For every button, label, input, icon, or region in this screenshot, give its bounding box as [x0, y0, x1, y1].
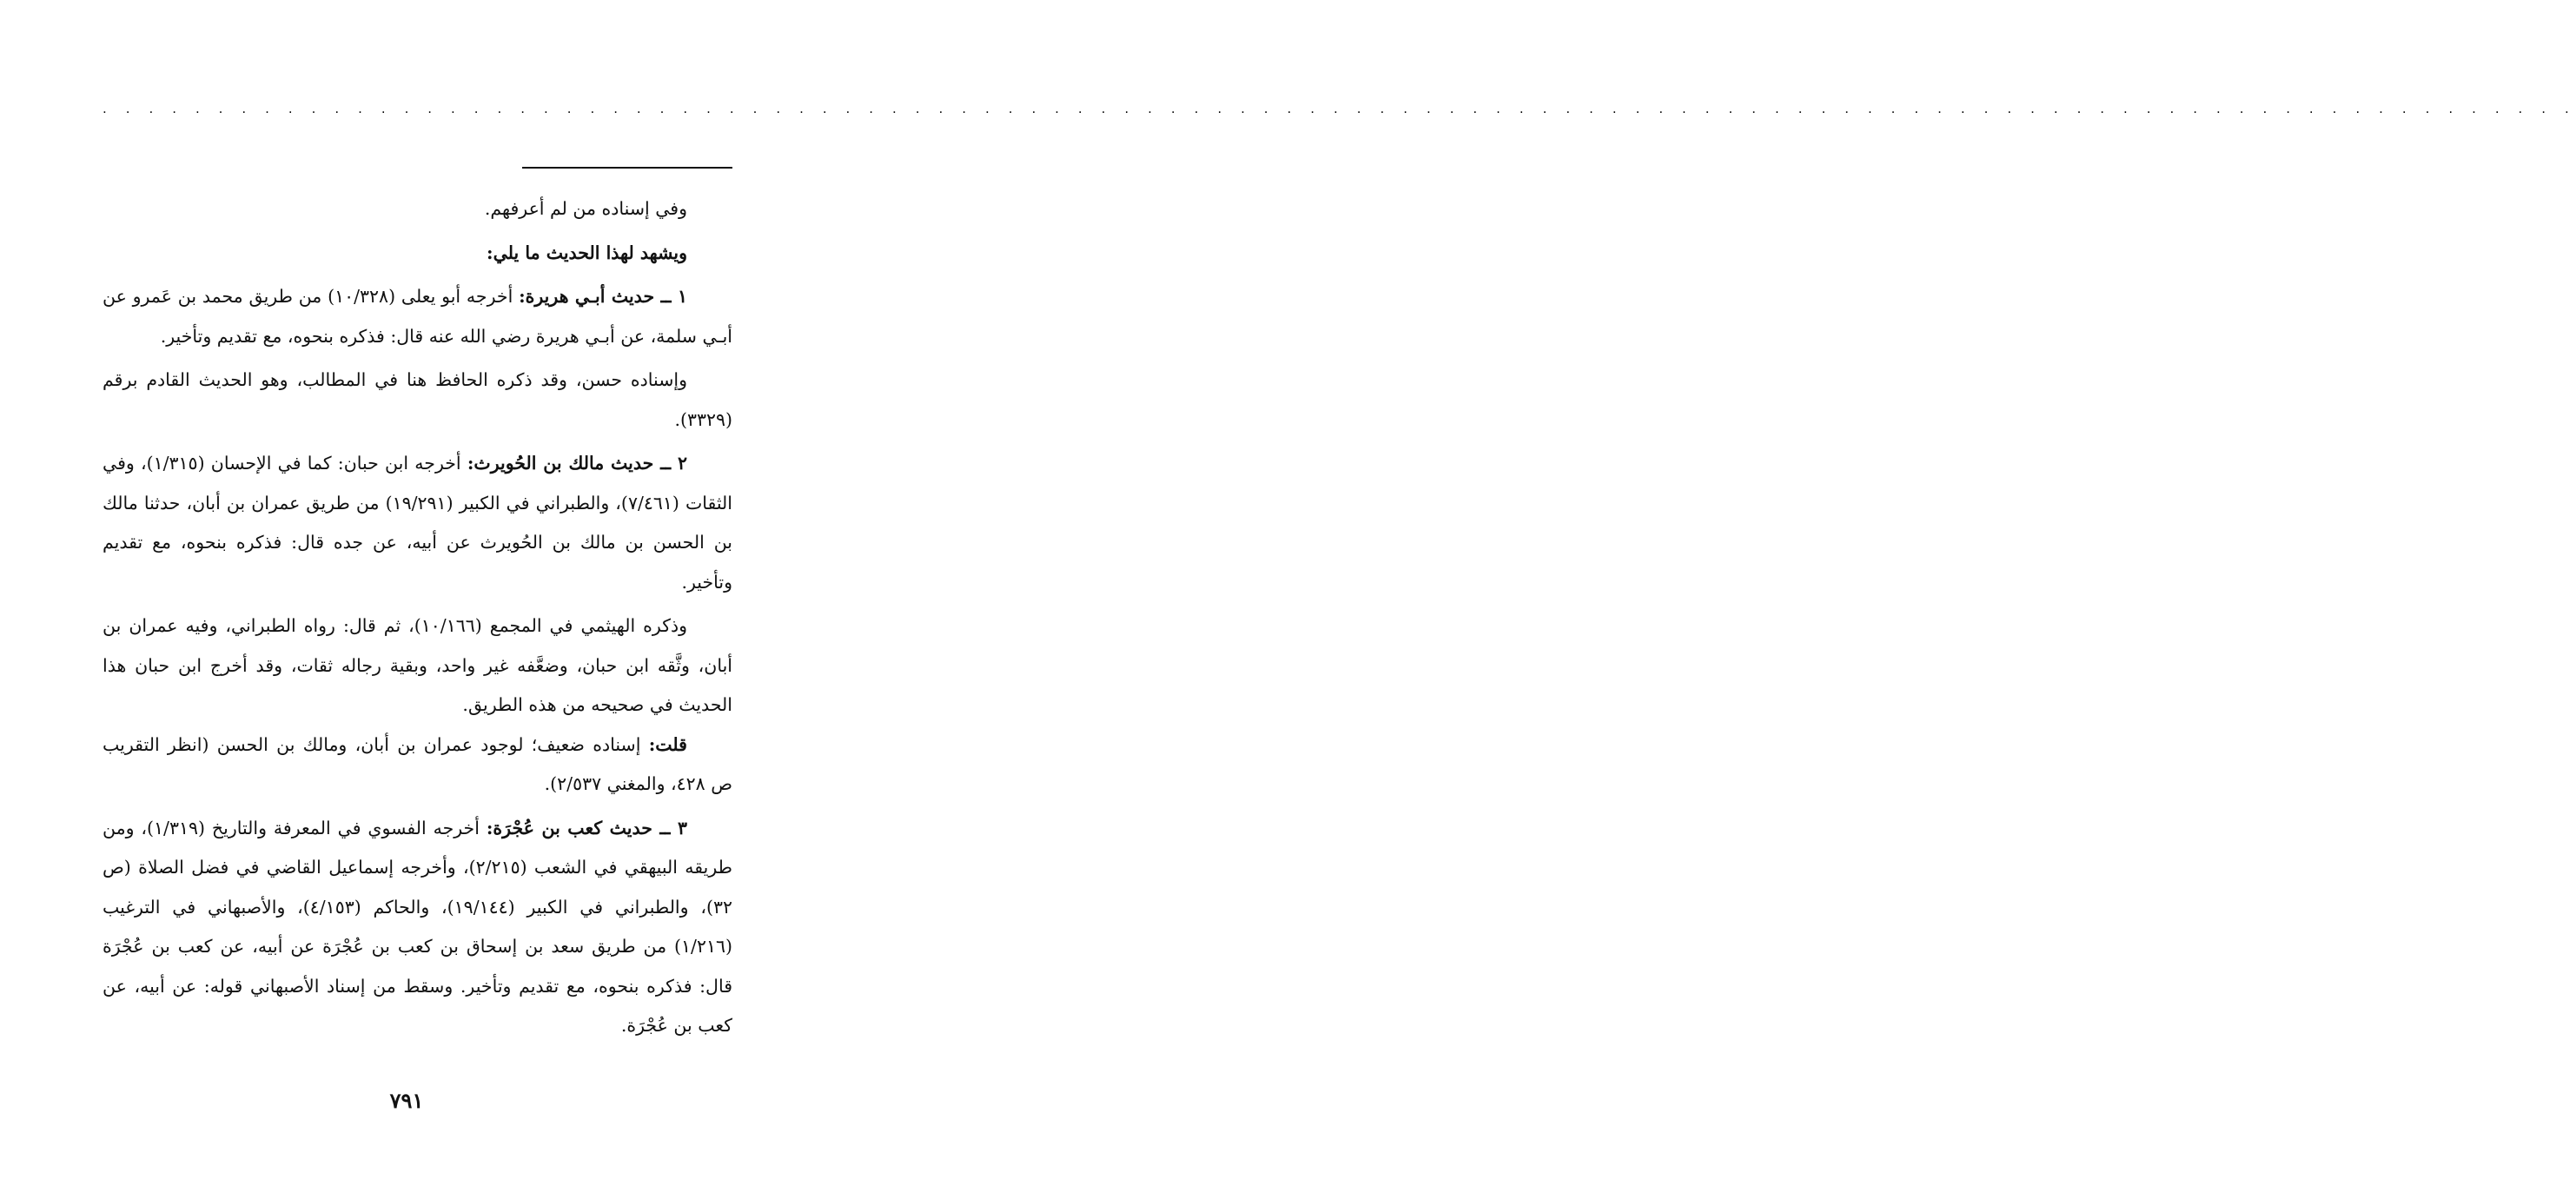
- paragraph-7-lead: قلت:: [648, 733, 687, 755]
- paragraph-8: [103, 809, 732, 1046]
- paragraph-6: [103, 606, 732, 726]
- paragraph-3: [103, 277, 732, 356]
- paragraph-5: [103, 444, 732, 602]
- dotted-separator: . . . . . . . . . . . . . . . . . . . . . . . . . . . . . . . . . . . . . . . . . . . . . . . . . . . . . . . . . . . . . . . . . . . . . . . . . . . . . . . . . . . . . . . . . . . . . . . . . . . . . . . . . . .: [103, 101, 2576, 116]
- paragraph-8-text: أخرجه الفسوي في المعرفة والتاريخ (١/٣١٩)، ومن طريقه البيهقي في الشعب (٢/٢١٥)، وأخرجه إسماعيل القاضي في فضل الصلاة (ص ٣٢)، والطبراني في الكبير (١٩/١٤٤)، والحاكم (٤/١٥٣)، والأصبهاني في الترغيب (١/٢١٦) من طريق سعد بن إسحاق بن كعب بن عُجْرَة عن أبيه، عن كعب بن عُجْرَة قال: فذكره بنحوه، مع تقديم وتأخير. وسقط من إسناد الأصبهاني قوله: عن أبيه، عن كعب بن عُجْرَة.: [103, 817, 732, 1036]
- paragraph-7-text: إسناده ضعيف؛ لوجود عمران بن أبان، ومالك بن الحسن (انظر التقريب ص ٤٢٨، والمغني ٢/٥٣٧).: [103, 733, 732, 794]
- paragraph-2-text: ويشهد لهذا الحديث ما يلي:: [487, 242, 687, 263]
- paragraph-7: [103, 726, 732, 805]
- paragraph-4: [103, 361, 732, 440]
- paragraph-2: [103, 234, 732, 274]
- paragraph-5-lead: ٢ ــ حديث مالك بن الحُويرث:: [467, 453, 687, 474]
- paragraph-5-text: أخرجه ابن حبان: كما في الإحسان (١/٣١٥)، وفي الثقات (٧/٤٦١)، والطبراني في الكبير (١٩/٢٩١) من طريق عمران بن أبان، حدثنا مالك بن الحسن بن مالك بن الحُويرث عن أبيه، عن جده قال: فذكره بنحوه، مع تقديم وتأخير.: [103, 453, 732, 593]
- paragraph-1: [103, 189, 732, 229]
- paragraph-4-text: وإسناده حسن، وقد ذكره الحافظ هنا في المطالب، وهو الحديث القادم برقم (٣٣٢٩).: [103, 369, 732, 430]
- paragraph-3-text: أخرجه أبو يعلى (١٠/٣٢٨) من طريق محمد بن عَمرو عن أبـي سلمة، عن أبـي هريرة رضي الله عنه قال: فذكره بنحوه، مع تقديم وتأخير.: [103, 286, 732, 347]
- paragraph-3-lead: ١ ــ حديث أبـي هريرة:: [519, 286, 687, 307]
- paragraph-1-text: وفي إسناده من لم أعرفهم.: [484, 198, 687, 219]
- page-body: [103, 189, 732, 1051]
- footnote-rule: [522, 167, 732, 169]
- page-number: ٧٩١: [389, 1088, 424, 1113]
- paragraph-6-text: وذكره الهيثمي في المجمع (١٠/١٦٦)، ثم قال: رواه الطبراني، وفيه عمران بن أبان، وثَّقه ابن حبان، وضعَّفه غير واحد، وبقية رجاله ثقات، وقد أخرج ابن حبان هذا الحديث في صحيحه من هذه الطريق.: [103, 615, 732, 715]
- paragraph-8-lead: ٣ ــ حديث كعب بن عُجْرَة:: [486, 817, 687, 838]
